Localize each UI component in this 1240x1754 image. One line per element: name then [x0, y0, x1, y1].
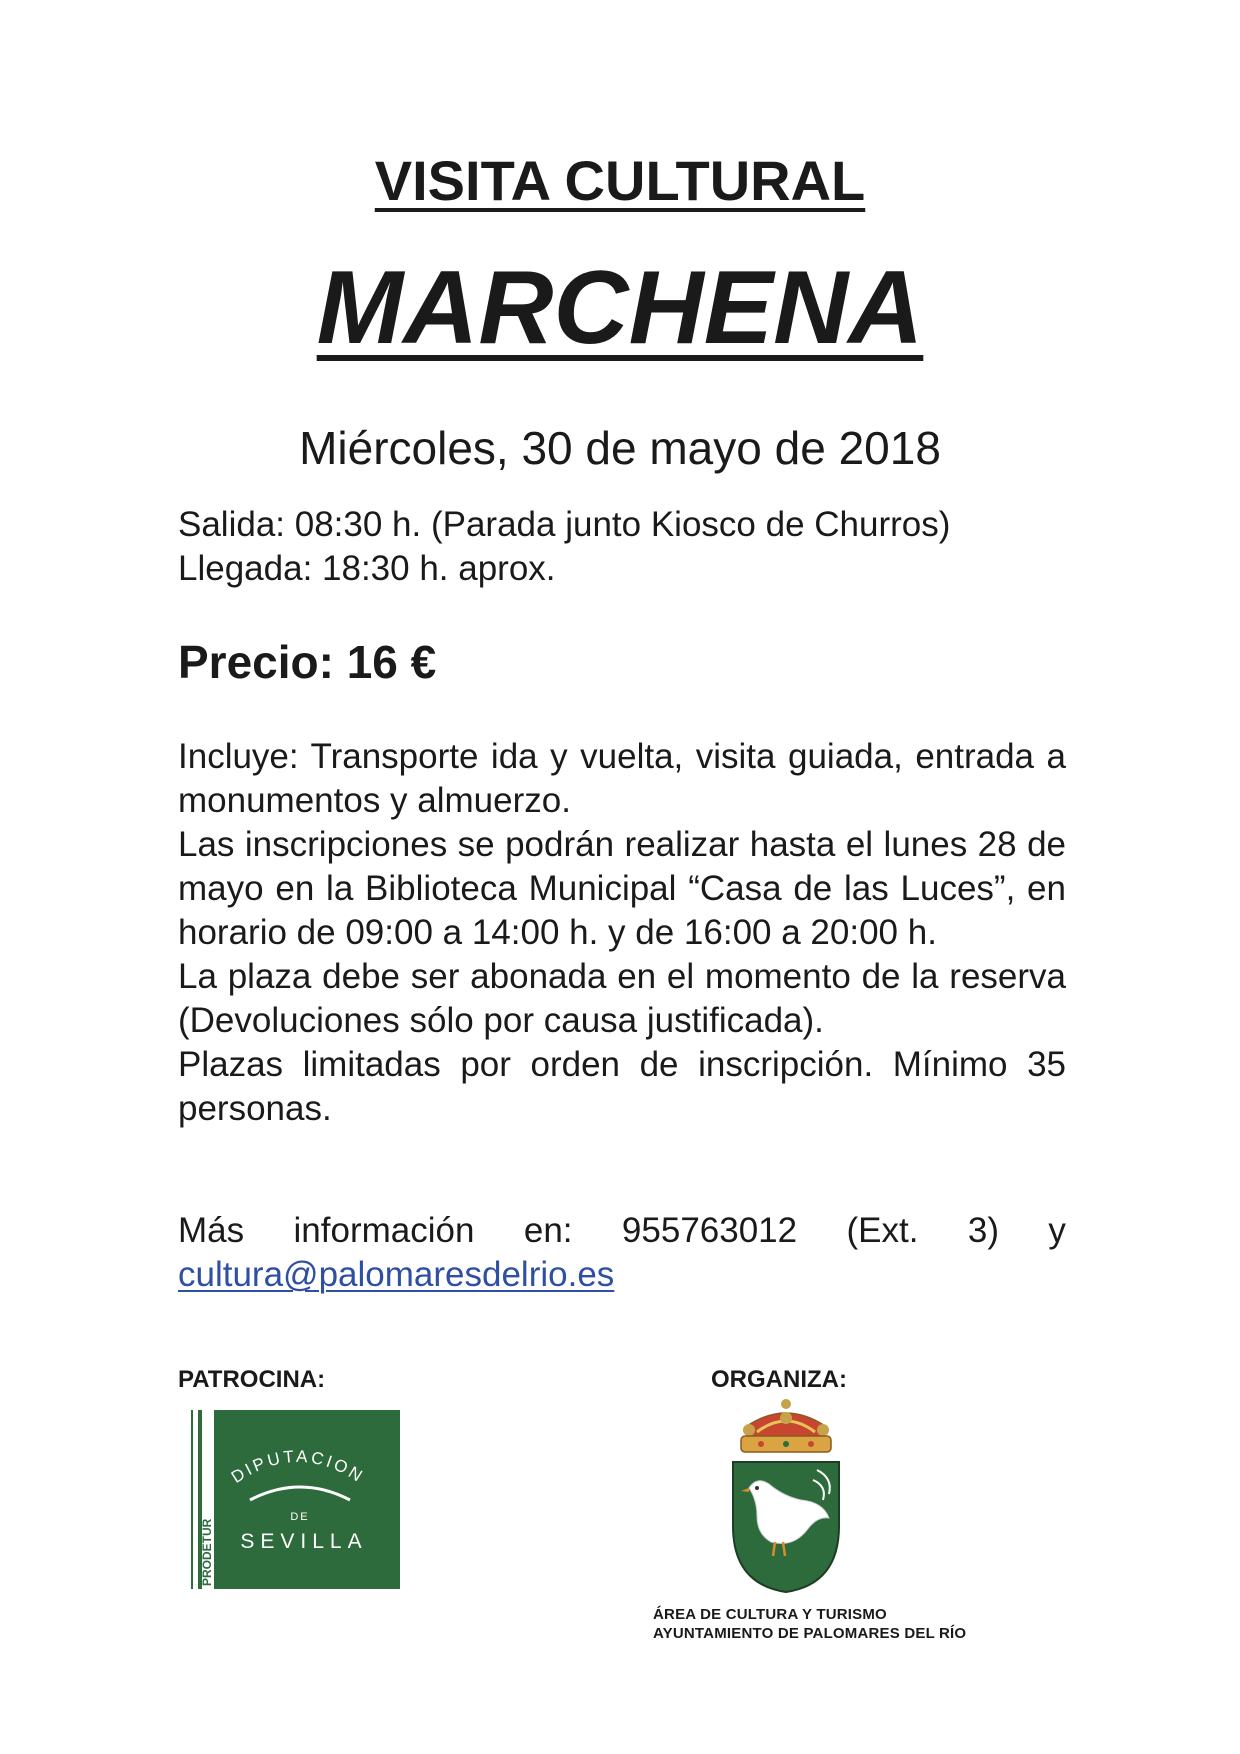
logo-side-text: PRODETUR: [200, 1518, 214, 1586]
logo-panel: [214, 1410, 400, 1589]
organizer-label: ORGANIZA:: [711, 1366, 847, 1393]
contact-word: en:: [523, 1211, 573, 1250]
diputacion-sevilla-logo: [188, 1408, 402, 1591]
contact-line: [178, 1209, 1066, 1253]
limits-paragraph: Plazas limitadas por orden de inscripción. Mínimo 35 personas.: [178, 1045, 1066, 1128]
contact-word: 3): [967, 1211, 1000, 1250]
details-block: [178, 735, 1066, 1131]
logo-bottom-text: SEVILLA: [240, 1530, 368, 1553]
destination-title: MARCHENA: [316, 250, 924, 366]
contact-word: (Ext.: [846, 1211, 919, 1250]
arrival-line: Llegada: 18:30 h. aprox.: [178, 549, 556, 588]
price-label: Precio: 16 €: [178, 636, 437, 688]
payment-paragraph: La plaza debe ser abonada en el momento de la reserva (Devoluciones sólo por causa justificada).: [178, 957, 1066, 1040]
registration-paragraph: Las inscripciones se podrán realizar hasta el lunes 28 de mayo en la Biblioteca Municipal “Casa de las Luces”, en horario de 09:00 a 14:00 h. y de 16:00 a 20:00 h.: [178, 825, 1066, 952]
logo-mid-text: DE: [290, 1511, 310, 1523]
contact-phone: 955763012: [621, 1211, 798, 1250]
includes-paragraph: Incluye: Transporte ida y vuelta, visita guiada, entrada a monumentos y almuerzo.: [178, 737, 1066, 820]
contact-block: [178, 1209, 1066, 1297]
departure-line: Salida: 08:30 h. (Parada junto Kiosco de Churros): [178, 505, 951, 544]
contact-word: y: [1048, 1211, 1066, 1250]
organizer-caption: ÁREA DE CULTURA Y TURISMO AYUNTAMIENTO DE PALOMARES DEL RÍO: [653, 1606, 967, 1642]
event-title: VISITA CULTURAL: [374, 149, 866, 212]
logo-top-text: DIPUTACION: [227, 1446, 369, 1487]
contact-word: Más: [178, 1211, 245, 1250]
contact-word: información: [293, 1211, 475, 1250]
email-link[interactable]: cultura@palomaresdelrio.es: [178, 1255, 615, 1294]
event-date: Miércoles, 30 de mayo de 2018: [299, 422, 941, 474]
coat-of-arms-icon: [727, 1396, 845, 1596]
schedule-block: [178, 503, 1066, 591]
sponsor-label: PATROCINA:: [178, 1366, 326, 1393]
